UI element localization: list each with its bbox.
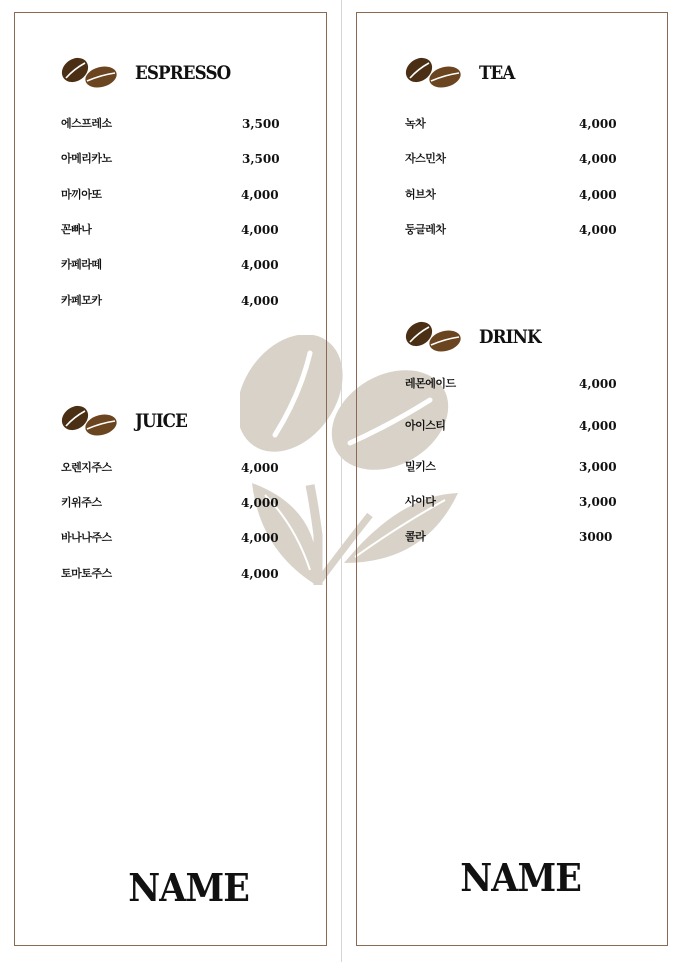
item-name: 사이다 <box>405 495 436 508</box>
menu-item <box>61 292 281 312</box>
menu-item <box>405 150 625 170</box>
coffee-beans-icon <box>403 53 467 93</box>
menu-item <box>405 458 625 478</box>
menu-item <box>405 493 625 513</box>
menu-item <box>61 150 281 170</box>
item-price: 4,000 <box>241 567 279 581</box>
item-price: 3,000 <box>579 495 617 509</box>
menu-item <box>61 115 281 135</box>
menu-item <box>61 221 281 241</box>
tea-title: TEA <box>479 62 515 84</box>
coffee-beans-icon <box>59 401 123 441</box>
item-name: 키위주스 <box>61 496 102 509</box>
item-name: 토마토주스 <box>61 567 112 580</box>
menu-item <box>61 529 281 549</box>
item-name: 바나나주스 <box>61 531 112 544</box>
item-price: 4,000 <box>579 377 617 391</box>
item-name: 카페모카 <box>61 294 102 307</box>
menu-item <box>61 494 281 514</box>
item-price: 3,500 <box>242 117 280 131</box>
item-price: 4,000 <box>241 294 279 308</box>
item-price: 4,000 <box>241 223 279 237</box>
item-name: 자스민차 <box>405 152 446 165</box>
item-price: 4,000 <box>579 117 617 131</box>
menu-item <box>405 186 625 206</box>
item-name: 콜라 <box>405 530 426 543</box>
item-price: 4,000 <box>241 258 279 272</box>
item-price: 4,000 <box>579 152 617 166</box>
shop-name-footer: NAME <box>460 855 581 900</box>
item-price: 3000 <box>579 530 613 544</box>
item-price: 4,000 <box>579 419 617 433</box>
item-price: 4,000 <box>579 188 617 202</box>
coffee-beans-icon <box>403 317 467 357</box>
item-price: 3,000 <box>579 460 617 474</box>
item-name: 레몬에이드 <box>405 377 456 390</box>
item-name: 밀키스 <box>405 460 436 473</box>
item-price: 4,000 <box>241 531 279 545</box>
item-price: 4,000 <box>579 223 617 237</box>
menu-panel-right <box>356 12 668 946</box>
menu-item <box>61 565 281 585</box>
menu-item <box>405 115 625 135</box>
item-name: 카페라떼 <box>61 258 102 271</box>
menu-panel-left <box>14 12 327 946</box>
shop-name-footer: NAME <box>128 865 249 910</box>
item-price: 4,000 <box>241 461 279 475</box>
item-name: 마끼아또 <box>61 188 102 201</box>
item-name: 아이스티 <box>405 419 446 432</box>
item-name: 오렌지주스 <box>61 461 112 474</box>
item-name: 아메리카노 <box>61 152 112 165</box>
item-name: 에스프레소 <box>61 117 112 130</box>
item-name: 둥글레차 <box>405 223 446 236</box>
juice-section-header <box>59 401 194 441</box>
espresso-section-header <box>59 53 243 93</box>
item-price: 4,000 <box>241 188 279 202</box>
item-name: 녹차 <box>405 117 426 130</box>
espresso-title: ESPRESSO <box>135 62 231 84</box>
menu-item <box>405 417 625 437</box>
drink-section-header <box>403 317 549 357</box>
item-price: 4,000 <box>241 496 279 510</box>
drink-title: DRINK <box>479 326 541 348</box>
item-price: 3,500 <box>242 152 280 166</box>
menu-item <box>405 528 625 548</box>
menu-item <box>405 221 625 241</box>
menu-item <box>61 186 281 206</box>
menu-item <box>405 375 625 395</box>
menu-item <box>61 256 281 276</box>
menu-item <box>61 459 281 479</box>
tea-section-header <box>403 53 519 93</box>
coffee-beans-icon <box>59 53 123 93</box>
item-name: 꼰빠나 <box>61 223 92 236</box>
juice-title: JUICE <box>135 410 187 432</box>
item-name: 허브차 <box>405 188 436 201</box>
